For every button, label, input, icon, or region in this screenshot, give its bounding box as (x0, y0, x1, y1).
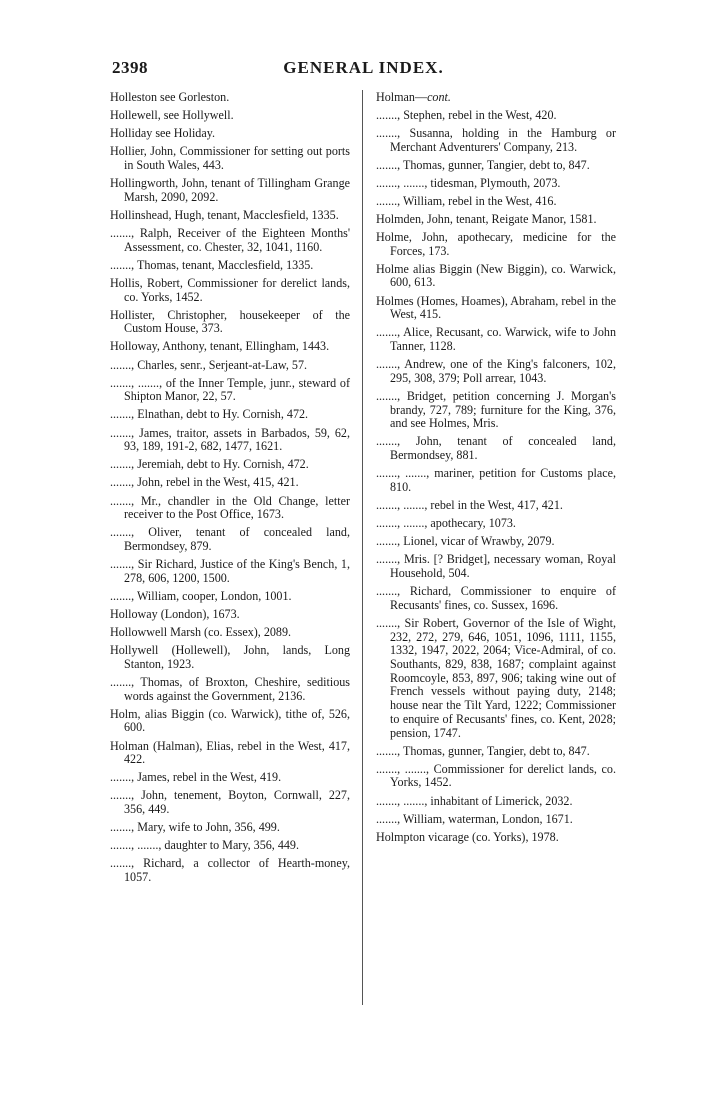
index-entry: ......., Charles, senr., Serjeant-at-Law, 57. (110, 357, 308, 372)
index-entry: ......., ......., inhabitant of Limerick, 2032. (376, 793, 573, 808)
index-entry: ......., Mary, wife to John, 356, 499. (110, 820, 280, 835)
index-entry: Holme, John, apothecary, medicine for the Forces, 173. (376, 229, 616, 258)
index-entry: ......., Alice, Recusant, co. Warwick, wife to John Tanner, 1128. (376, 325, 616, 354)
index-entry: ......., Richard, a collector of Hearth-money, 1057. (110, 856, 350, 885)
index-entry: Holmden, John, tenant, Reigate Manor, 1581. (376, 211, 597, 226)
index-entry: ......., Stephen, rebel in the West, 420. (376, 107, 557, 122)
index-entry: ......., Sir Robert, Governor of the Isle of Wight, 232, 272, 279, 646, 1051, 1096, 1111, 1155, 1332, 1947, 2022, 2064; Vice-Admiral, of co. Southants, 829, 838, 1687; complaint against Roomcoyle, 853, 897, 906; taking wine out of French vessels without paying duty, 2148; house near the Tilt Yard, 1222; Commissioner to enquire of Recusants' fines, co. Kent, 2028; pension, 1747. (376, 615, 616, 740)
index-entry: ......., Sir Richard, Justice of the King's Bench, 1, 278, 606, 1200, 1500. (110, 557, 350, 585)
index-entry: Holmes (Homes, Hoames), Abraham, rebel in the West, 415. (376, 293, 616, 322)
index-entry: Hollywell (Hollewell), John, lands, Long Stanton, 1923. (110, 643, 350, 671)
index-entry: Hollier, John, Commissioner for setting out ports in South Wales, 443. (110, 144, 350, 172)
page-header (112, 58, 615, 82)
index-column-right (376, 91, 616, 849)
index-entry: Holloway, Anthony, tenant, Ellingham, 1443. (110, 339, 330, 354)
index-entry: Holmpton vicarage (co. Yorks), 1978. (376, 829, 559, 844)
index-entry: ......., Bridget, petition concerning J. Morgan's brandy, 727, 789; furniture for the King, 376, and see Holmes, Mris. (376, 388, 616, 431)
index-entry: ......., ......., daughter to Mary, 356, 449. (110, 838, 299, 853)
index-entry: Hollowwell Marsh (co. Essex), 2089. (110, 625, 292, 640)
column-divider (362, 90, 363, 1005)
index-entry: ......., John, tenant of concealed land, Bermondsey, 881. (376, 434, 616, 463)
index-entry: ......., William, cooper, London, 1001. (110, 588, 292, 603)
index-entry: ......., Richard, Commissioner to enquire of Recusants' fines, co. Sussex, 1696. (376, 584, 616, 612)
continued-heading-name: Holman (376, 90, 415, 104)
index-entry: ......., ......., mariner, petition for Customs place, 810. (376, 466, 616, 494)
page-title: GENERAL INDEX. (283, 58, 444, 77)
index-entry: ......., James, rebel in the West, 419. (110, 770, 282, 785)
index-entry: ......., John, rebel in the West, 415, 421. (110, 475, 299, 490)
index-entry: Hollewell, see Hollywell. (110, 108, 234, 123)
continued-heading: Holman—cont. (376, 90, 451, 104)
index-entry: ......., Thomas, gunner, Tangier, debt to, 847. (376, 157, 590, 172)
index-entry: ......., Thomas, tenant, Macclesfield, 1335. (110, 257, 314, 272)
index-entry: ......., Ralph, Receiver of the Eighteen Months' Assessment, co. Chester, 32, 1041, 1160. (110, 225, 350, 254)
index-entry: Hollis, Robert, Commissioner for derelict lands, co. Yorks, 1452. (110, 275, 350, 304)
index-entry: ......., Thomas, gunner, Tangier, debt to, 847. (376, 743, 590, 758)
index-entry: Holloway (London), 1673. (110, 607, 240, 621)
index-entry: ......., Mris. [? Bridget], necessary woman, Royal Household, 504. (376, 552, 616, 581)
index-column-left (110, 91, 350, 889)
continued-heading-cont: cont. (427, 90, 451, 104)
index-entry: Hollister, Christopher, housekeeper of the Custom House, 373. (110, 307, 350, 336)
index-entry: ......., Lionel, vicar of Wrawby, 2079. (376, 534, 555, 549)
index-entry: Holman (Halman), Elias, rebel in the West, 417, 422. (110, 738, 350, 767)
index-entry: ......., Thomas, of Broxton, Cheshire, seditious words against the Government, 2136. (110, 674, 350, 703)
index-entry: ......., ......., rebel in the West, 417, 421. (376, 498, 563, 513)
index-entry: ......., Elnathan, debt to Hy. Cornish, 472. (110, 407, 309, 422)
index-entry: ......., James, traitor, assets in Barbados, 59, 62, 93, 189, 191-2, 682, 1477, 1621. (110, 425, 350, 454)
index-entry: ......., John, tenement, Boyton, Cornwall, 227, 356, 449. (110, 788, 350, 817)
index-entry: Hollinshead, Hugh, tenant, Macclesfield, 1335. (110, 207, 339, 222)
index-entry: ......., ......., Commissioner for derelict lands, co. Yorks, 1452. (376, 761, 616, 790)
index-entry: ......., ......., tidesman, Plymouth, 2073. (376, 175, 561, 190)
index-entry: Hollingworth, John, tenant of Tillingham Grange Marsh, 2090, 2092. (110, 176, 350, 204)
index-entry: ......., ......., of the Inner Temple, junr., steward of Shipton Manor, 22, 57. (110, 375, 350, 404)
index-entry: Holm, alias Biggin (co. Warwick), tithe of, 526, 600. (110, 706, 350, 735)
index-entry: ......., Oliver, tenant of concealed land, Bermondsey, 879. (110, 525, 350, 554)
index-entry: ......., William, waterman, London, 1671. (376, 811, 573, 826)
page-number: 2398 (112, 58, 148, 77)
index-entry: ......., Jeremiah, debt to Hy. Cornish, 472. (110, 457, 309, 472)
index-entry: ......., William, rebel in the West, 416. (376, 193, 557, 208)
index-entry: ......., Susanna, holding in the Hamburg or Merchant Adventurers' Company, 213. (376, 125, 616, 154)
index-entry: ......., Andrew, one of the King's falconers, 102, 295, 308, 379; Poll arrear, 1043. (376, 357, 616, 385)
index-entry: Holleston see Gorleston. (110, 90, 230, 104)
index-entry: Holliday see Holiday. (110, 126, 216, 141)
index-entry: ......., ......., apothecary, 1073. (376, 516, 516, 531)
index-entry: Holme alias Biggin (New Biggin), co. Warwick, 600, 613. (376, 261, 616, 290)
index-entry: ......., Mr., chandler in the Old Change, letter receiver to the Post Office, 1673. (110, 493, 350, 522)
